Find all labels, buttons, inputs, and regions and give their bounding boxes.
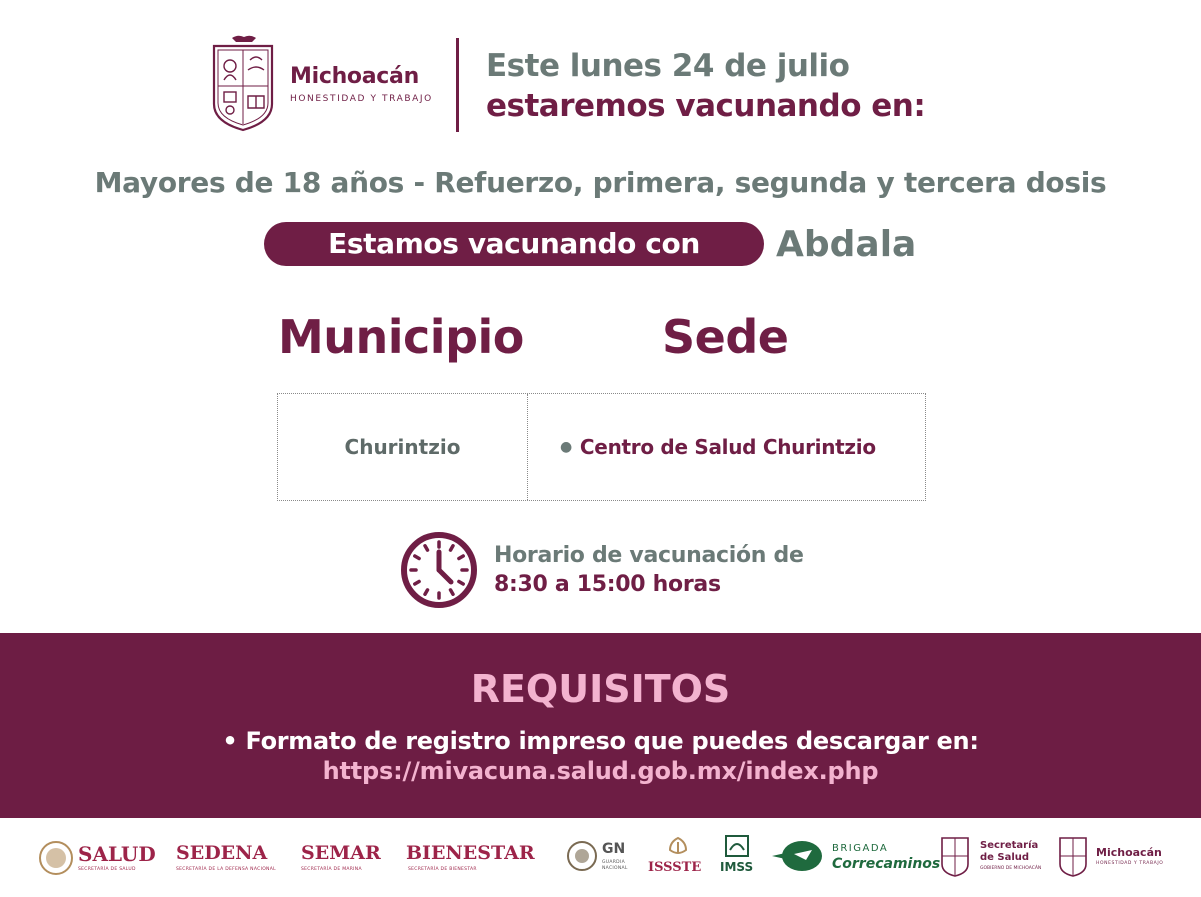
imss-eagle-icon [724,834,750,858]
audience-text: Mayores de 18 años - Refuerzo, primera, segunda y tercera dosis [94,166,1107,199]
requirements-title: REQUISITOS [470,667,731,711]
coat-of-arms-small-icon [940,832,970,878]
vaccine-name: Abdala [776,224,917,265]
footer-logos [0,818,1201,897]
table-cell-municipio: Churintzio [344,435,461,459]
header-divider [456,38,459,132]
logo-secretaria-salud-michoacan: Secretaría de Salud GOBIERNO DE MICHOACÁN [940,818,1050,897]
requirement-item: • Formato de registro impreso que puedes descargar en: [222,727,979,755]
logo-semar: SEMAR SECRETARÍA DE MARINA [301,842,381,872]
brand-motto: HONESTIDAD Y TRABAJO [290,94,433,104]
date-line: Este lunes 24 de julio [486,48,850,84]
coat-of-arms-small-icon [1058,832,1088,878]
column-header-sede: Sede [662,310,789,364]
brand-name: Michoacán [290,64,419,89]
header [210,34,1010,134]
correcaminos-bird-icon [772,838,826,874]
column-header-municipio: Municipio [278,310,524,364]
logo-sedena: SEDENA SECRETARÍA DE LA DEFENSA NACIONAL [176,842,276,872]
clock-icon [399,530,479,610]
gn-seal-icon [566,840,598,872]
logo-bienestar: BIENESTAR SECRETARÍA DE BIENESTAR [406,842,535,872]
sede-name: Centro de Salud Churintzio [579,435,876,459]
logo-michoacan-footer: Michoacán HONESTIDAD Y TRABAJO [1058,818,1178,897]
vaccine-pill: Estamos vacunando con [264,222,764,266]
table-cell-sede [528,394,925,500]
salud-seal-icon [38,840,74,876]
registration-link[interactable]: https://mivacuna.salud.gob.mx/index.php [322,757,879,785]
bullet-icon: ● [560,439,572,455]
headline: estaremos vacunando en: [486,88,926,124]
schedule-hours: 8:30 a 15:00 horas [494,572,721,597]
logo-brigada-correcaminos: BRIGADA Correcaminos [772,818,932,897]
logo-gn: GN GUARDIA NACIONAL [566,818,636,897]
requirements-band [0,633,1201,818]
logo-salud: SALUD SECRETARÍA DE SALUD [38,818,162,897]
issste-emblem-icon [666,836,690,858]
logo-imss: IMSS [720,818,760,897]
michoacan-coat-of-arms-icon [210,34,276,132]
schedule-label: Horario de vacunación de [494,543,804,568]
logo-issste: ISSSTE [648,818,708,897]
sites-table [277,393,926,501]
